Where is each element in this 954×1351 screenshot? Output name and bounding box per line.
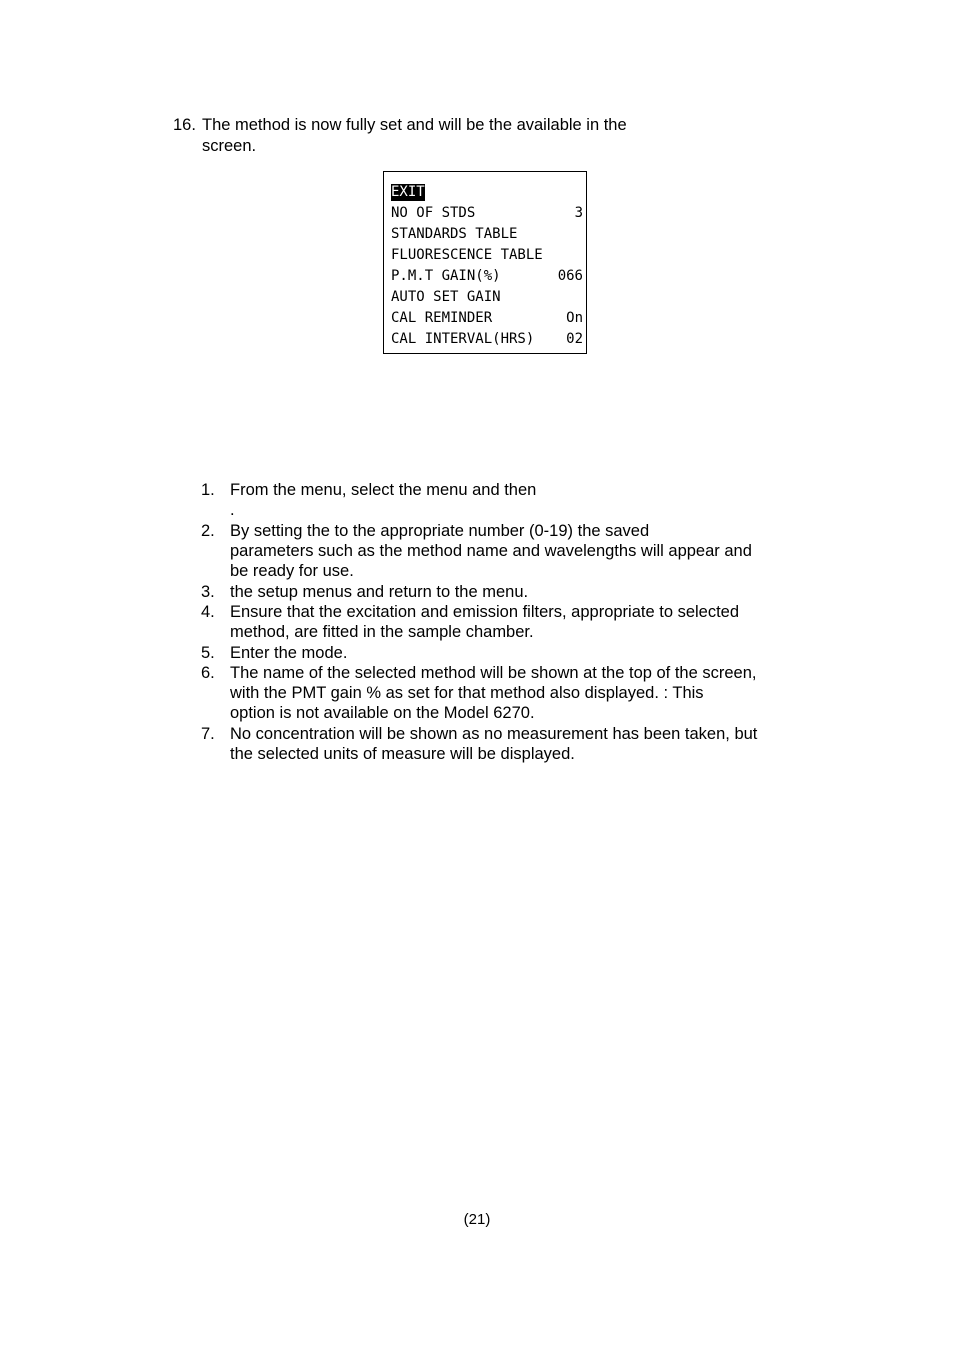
page-number: (21): [463, 1211, 491, 1228]
lcd-row-label: EXIT: [391, 184, 425, 200]
lcd-screen: [383, 171, 587, 354]
step-5-line-1: Enter the mode.: [230, 644, 348, 662]
lcd-row-cal-interval: [391, 331, 583, 348]
step-5-number: 5.: [201, 644, 215, 662]
lcd-row-exit: [391, 184, 583, 201]
lcd-row-label: FLUORESCENCE TABLE: [391, 247, 543, 263]
step-1-line-1: From the menu, select the menu and then: [230, 481, 537, 499]
lcd-row-label: NO OF STDS: [391, 205, 476, 221]
step-16-line-2: screen.: [202, 137, 257, 155]
lcd-row-cal-reminder: [391, 310, 583, 327]
lcd-row-label: CAL INTERVAL(HRS): [391, 331, 535, 347]
step-6-number: 6.: [201, 664, 215, 682]
step-2-line-3: be ready for use.: [230, 562, 354, 580]
step-7-line-1: No concentration will be shown as no measurement has been taken, but: [230, 725, 758, 743]
step-2-number: 2.: [201, 522, 215, 540]
lcd-row-label: AUTO SET GAIN: [391, 289, 501, 305]
lcd-row-pmt-gain: [391, 268, 583, 285]
lcd-row-value: 3: [574, 205, 583, 221]
step-2-line-1: By setting the to the appropriate number (0-19) the saved: [230, 522, 650, 540]
lcd-row-value: 066: [557, 268, 583, 284]
lcd-row-auto-set-gain: [391, 289, 583, 306]
step-3-number: 3.: [201, 583, 215, 601]
lcd-row-fluorescence-table: [391, 247, 583, 264]
step-3-line-1: the setup menus and return to the menu.: [230, 583, 529, 601]
lcd-row-value: On: [566, 310, 583, 326]
lcd-row-label: STANDARDS TABLE: [391, 226, 518, 242]
lcd-row-no-of-stds: [391, 205, 583, 222]
step-6-line-1: The name of the selected method will be shown at the top of the screen,: [230, 664, 757, 682]
step-16-number: 16.: [173, 116, 196, 134]
step-7-line-2: the selected units of measure will be displayed.: [230, 745, 575, 763]
lcd-row-value: 02: [566, 331, 583, 347]
lcd-row-label: CAL REMINDER: [391, 310, 493, 326]
step-2-line-2: parameters such as the method name and wavelengths will appear and: [230, 542, 752, 560]
lcd-row-standards-table: [391, 226, 583, 243]
step-7-number: 7.: [201, 725, 215, 743]
step-4-line-2: method, are fitted in the sample chamber.: [230, 623, 534, 641]
step-1-line-2: .: [230, 501, 235, 519]
step-6-line-2: with the PMT gain % as set for that method also displayed. : This: [230, 684, 704, 702]
step-4-number: 4.: [201, 603, 215, 621]
step-1-number: 1.: [201, 481, 215, 499]
lcd-row-label: P.M.T GAIN(%): [391, 268, 501, 284]
step-4-line-1: Ensure that the excitation and emission filters, appropriate to selected: [230, 603, 740, 621]
step-6-line-3: option is not available on the Model 6270.: [230, 704, 535, 722]
step-16-line-1: The method is now fully set and will be the available in the: [202, 116, 627, 134]
